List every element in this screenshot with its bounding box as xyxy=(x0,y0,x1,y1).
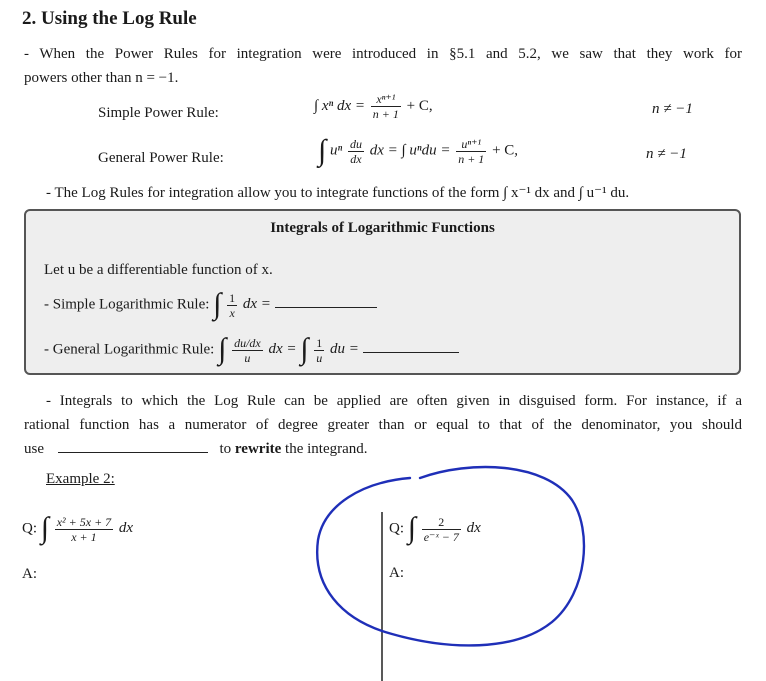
intro-line-1: - When the Power Rules for integration were introduced in §5.1 and 5.2, we saw that they work for xyxy=(24,46,742,62)
general-log-rule-label: - General Logarithmic Rule: xyxy=(44,341,215,358)
general-log-rule-numerator-2: 1 xyxy=(316,335,323,350)
general-power-rule-du: du xyxy=(349,136,362,151)
disguised-line-2: rational function has a numerator of degree greater than or equal to that of the denominator, you should xyxy=(24,417,742,433)
integral-sign: ∫ xyxy=(213,288,222,321)
integral-sign: ∫ xyxy=(318,134,327,167)
general-log-rule-middle: dx = xyxy=(268,341,297,358)
intro-line-2: powers other than n = −1. xyxy=(24,70,179,86)
integral-sign: ∫ xyxy=(300,333,309,366)
general-log-rule-numerator: du/dx xyxy=(234,335,261,350)
section-number: 2. xyxy=(22,8,37,29)
integral-sign: ∫ xyxy=(40,512,49,545)
answer-2-label: A: xyxy=(389,565,404,581)
question-2-fraction xyxy=(422,515,461,544)
section-title: Using the Log Rule xyxy=(41,8,197,29)
simple-power-rule-label: Simple Power Rule: xyxy=(98,105,219,121)
simple-power-rule-constant: + C, xyxy=(406,97,433,114)
question-1-numerator: x² + 5x + 7 xyxy=(56,514,112,529)
question-1-dx: dx xyxy=(118,520,134,537)
simple-power-rule-denominator: n + 1 xyxy=(372,107,399,121)
answer-1-label: A: xyxy=(22,566,37,582)
disguised-rewrite: rewrite xyxy=(234,441,282,457)
simple-log-rule-label: - Simple Logarithmic Rule: xyxy=(44,296,210,313)
simple-power-rule-integrand: ∫ xⁿ dx = xyxy=(314,97,366,114)
question-2 xyxy=(389,514,481,544)
general-power-rule-u-n: uⁿ xyxy=(329,142,343,159)
question-1-denominator: x + 1 xyxy=(55,529,113,544)
general-power-rule-middle: dx = ∫ uⁿdu = xyxy=(369,142,451,159)
general-power-rule-condition: n ≠ −1 xyxy=(646,146,687,162)
disguised-to: to xyxy=(219,441,232,457)
question-2-denominator: e⁻ˣ − 7 xyxy=(423,529,459,544)
general-power-rule-dx: dx xyxy=(348,151,364,166)
simple-power-rule-numerator: xⁿ⁺¹ xyxy=(376,92,396,106)
disguised-use: use xyxy=(24,441,44,457)
simple-log-rule-tail: dx = xyxy=(242,296,271,313)
integral-sign: ∫ xyxy=(218,333,227,366)
example-label: Example 2: xyxy=(46,471,115,487)
disguised-line-1: - Integrals to which the Log Rule can be applied are often given in disguised form. For instance, if a xyxy=(46,393,742,409)
box-title: Integrals of Logarithmic Functions xyxy=(270,220,495,236)
general-log-rule-denominator: u xyxy=(232,350,263,365)
general-power-rule-label: General Power Rule: xyxy=(98,150,224,166)
integral-sign: ∫ xyxy=(407,512,416,545)
simple-log-rule-denominator: x xyxy=(227,305,237,320)
log-rules-note: - The Log Rules for integration allow you to integrate functions of the form ∫ x⁻¹ dx and ∫ u⁻¹ du. xyxy=(46,185,630,201)
simple-log-rule-numerator: 1 xyxy=(229,290,236,305)
box-let-line: Let u be a differentiable function of x. xyxy=(44,262,273,278)
circled-question-mark xyxy=(317,467,584,645)
general-power-rule-constant: + C, xyxy=(492,142,519,159)
question-2-label: Q: xyxy=(389,520,404,537)
general-power-rule-denominator: n + 1 xyxy=(458,151,485,166)
general-power-rule-numerator: uⁿ⁺¹ xyxy=(461,136,482,151)
disguised-rest: the integrand. xyxy=(285,441,368,457)
general-log-rule-tail: du = xyxy=(330,341,359,358)
question-2-integral xyxy=(407,512,481,545)
question-2-numerator: 2 xyxy=(438,514,445,529)
simple-power-rule-condition: n ≠ −1 xyxy=(652,101,693,117)
general-log-rule-denominator-2: u xyxy=(316,350,323,365)
question-2-dx: dx xyxy=(466,520,481,537)
question-1-label: Q: xyxy=(22,520,37,537)
